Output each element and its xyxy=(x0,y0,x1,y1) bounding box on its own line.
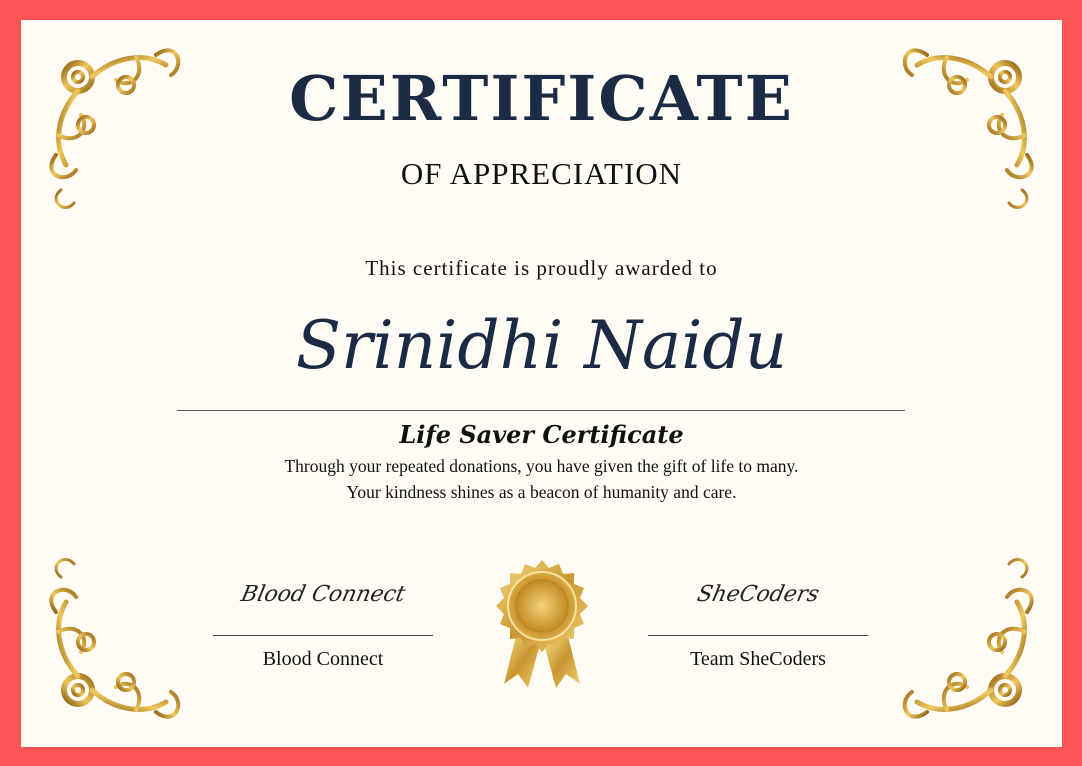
signature-blood-connect: Blood Connect xyxy=(238,582,408,607)
corner-ornament-top-left xyxy=(36,35,236,235)
signature-shecoders: SheCoders xyxy=(694,582,822,607)
name-divider xyxy=(177,410,905,411)
certificate-title: CERTIFICATE xyxy=(289,62,794,135)
signatory-name-right: Team SheCoders xyxy=(690,648,826,670)
signature-line-right xyxy=(648,635,868,636)
corner-ornament-bottom-right xyxy=(847,532,1047,732)
signature-line-left xyxy=(213,635,433,636)
signature-block-right xyxy=(648,570,868,671)
award-title: Life Saver Certificate xyxy=(399,420,684,449)
description-line-1: Through your repeated donations, you have given the gift of life to many. xyxy=(284,456,799,476)
recipient-name: Srinidhi Naidu xyxy=(295,307,788,384)
gold-seal-icon xyxy=(486,556,598,692)
signatory-name-left: Blood Connect xyxy=(262,648,384,670)
awarded-text: This certificate is proudly awarded to xyxy=(365,256,718,280)
corner-ornament-top-right xyxy=(847,35,1047,235)
corner-ornament-bottom-left xyxy=(36,532,236,732)
description-line-2: Your kindness shines as a beacon of humanity and care. xyxy=(346,482,737,502)
signature-block-left xyxy=(213,570,433,671)
certificate-page xyxy=(21,20,1062,747)
certificate-subtitle: OF APPRECIATION xyxy=(400,156,683,191)
